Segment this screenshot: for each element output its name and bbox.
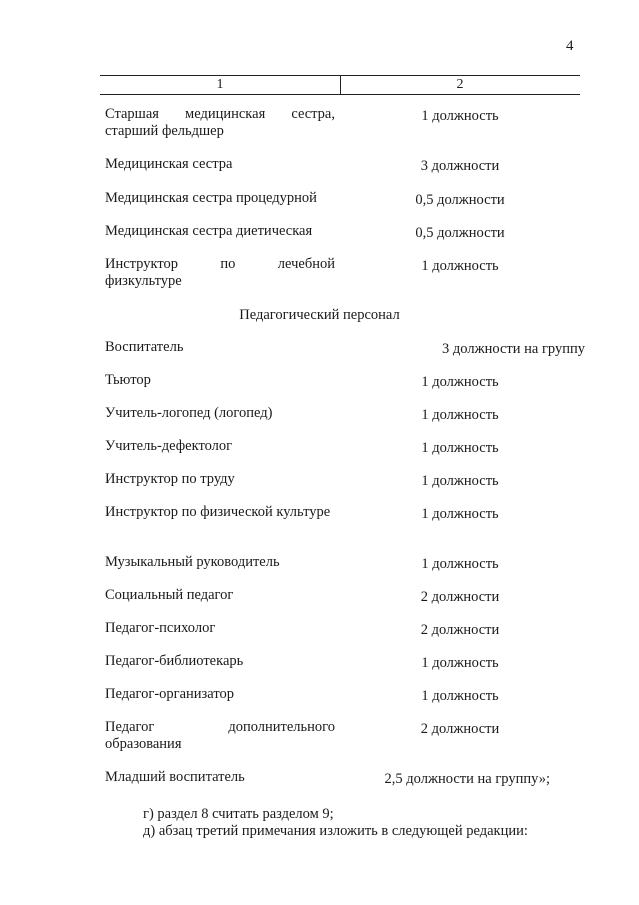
column-header-2: 2 xyxy=(456,77,464,92)
position-count: 0,5 должности xyxy=(415,225,505,241)
position-count: 2,5 должности на группу»; xyxy=(384,771,550,787)
table-row xyxy=(105,339,585,375)
paragraph: г) раздел 8 считать разделом 9; xyxy=(143,806,334,822)
position-label: Старшая медицинская сестра, старший фельдшер xyxy=(105,106,335,139)
position-label: Инструктор по физической культуре xyxy=(105,504,331,520)
position-count: 1 должность xyxy=(421,506,499,522)
position-label: Инструктор по труду xyxy=(105,471,235,487)
position-label: Учитель-логопед (логопед) xyxy=(105,405,273,421)
table-row xyxy=(105,620,580,656)
column-header-1: 1 xyxy=(216,77,224,92)
position-label: Воспитатель xyxy=(105,339,184,355)
position-count: 2 должности xyxy=(420,622,500,638)
position-count: 1 должность xyxy=(421,374,499,390)
table-row xyxy=(105,438,580,474)
position-count: 1 должность xyxy=(421,108,499,124)
position-label: Педагог-библиотекарь xyxy=(105,653,244,669)
table-row xyxy=(105,653,580,689)
position-label: Тьютор xyxy=(105,372,151,388)
position-count: 0,5 должности xyxy=(415,192,505,208)
position-label: Педагог-организатор xyxy=(105,686,234,702)
position-label: Учитель-дефектолог xyxy=(105,438,233,454)
position-count: 1 должность xyxy=(421,655,499,671)
table-row xyxy=(105,190,580,226)
position-count: 1 должность xyxy=(421,407,499,423)
position-label: Педагог дополнительного образования xyxy=(105,719,335,752)
position-count: 1 должность xyxy=(421,473,499,489)
paragraph: д) абзац третий примечания изложить в следующей редакции: xyxy=(143,823,528,839)
position-count: 3 должности xyxy=(420,158,500,174)
table-header xyxy=(100,75,580,95)
section-heading: Педагогический персонал xyxy=(239,307,400,323)
position-count: 1 должность xyxy=(421,688,499,704)
table-row xyxy=(105,587,580,623)
position-label: Медицинская сестра xyxy=(105,156,233,172)
position-count: 1 должность xyxy=(421,440,499,456)
position-label: Инструктор по лечебной физкультуре xyxy=(105,256,335,289)
page-number: 4 xyxy=(566,38,574,54)
position-label: Музыкальный руководитель xyxy=(105,554,280,570)
position-count: 1 должность xyxy=(421,556,499,572)
position-count: 3 должности на группу xyxy=(442,341,585,357)
table-row xyxy=(105,106,580,142)
position-count: 2 должности xyxy=(420,589,500,605)
table-row xyxy=(105,554,580,590)
table-row xyxy=(105,471,580,507)
position-label: Младший воспитатель xyxy=(105,769,245,785)
position-count: 1 должность xyxy=(421,258,499,274)
table-row xyxy=(105,405,580,441)
table-row xyxy=(105,719,580,755)
table-row xyxy=(105,769,580,805)
table-row xyxy=(105,156,580,192)
position-label: Медицинская сестра диетическая xyxy=(105,223,313,239)
position-label: Социальный педагог xyxy=(105,587,234,603)
table-row xyxy=(105,256,580,292)
table-row xyxy=(105,686,580,722)
table-row xyxy=(105,223,580,259)
table-row xyxy=(105,372,580,408)
position-label: Медицинская сестра процедурной xyxy=(105,190,317,206)
position-label: Педагог-психолог xyxy=(105,620,216,636)
table-row xyxy=(105,504,580,540)
position-count: 2 должности xyxy=(420,721,500,737)
